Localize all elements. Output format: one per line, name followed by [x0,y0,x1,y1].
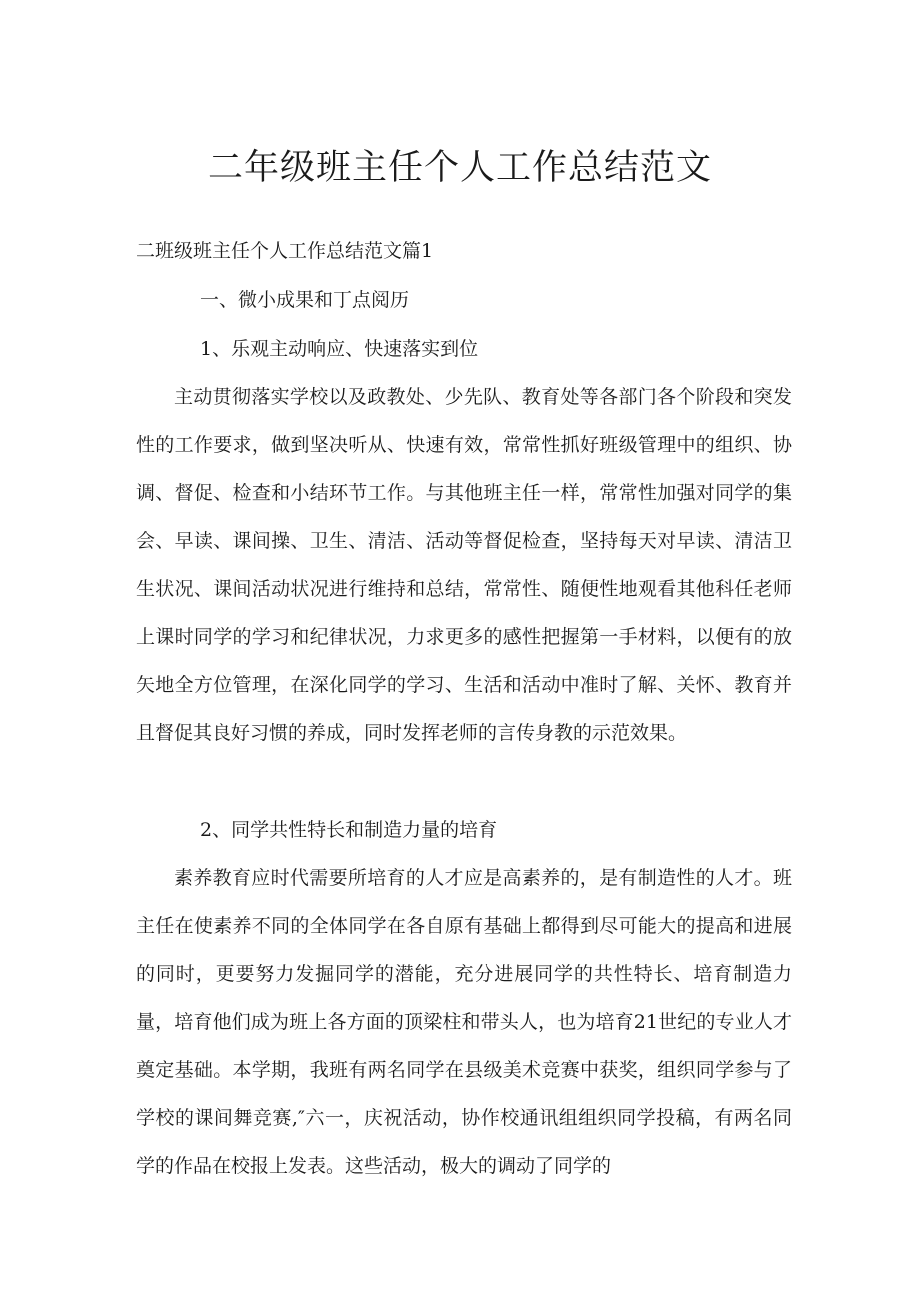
item1-heading: 1、乐观主动响应、快速落实到位 [200,338,479,360]
document-title: 二年级班主任个人工作总结范文 [207,148,712,188]
section-heading: 一、微小成果和丁点阅历 [200,289,410,311]
item2-heading: 2、同学共性特长和制造力量的培育 [200,819,498,841]
item2-paragraph: 素养教育应时代需要所培育的人才应是高素养的，是有制造性的人才。班主任在使素养不同的全体同学在各自原有基础上都得到尽可能大的提高和进展的同时，更要努力发掘同学的潜能，充分进展同学的共性特长、培育制造力量，培育他们成为班上各方面的顶梁柱和带头人，也为培育21世纪的专业人才奠定基础。本学期，我班有两名同学在县级美术竞赛中获奖，组织同学参与了学校的课间舞竞赛,″六一，庆祝活动，协作校通讯组组织同学投稿，有两名同学的作品在校报上发表。这些活动，极大的调动了同学的 [136,867,792,1177]
item1-paragraph: 主动贯彻落实学校以及政教处、少先队、教育处等各部门各个阶段和突发性的工作要求，做到坚决听从、快速有效，常常性抓好班级管理中的组织、协调、督促、检查和小结环节工作。与其他班主任一样，常常性加强对同学的集会、早读、课间操、卫生、清洁、活动等督促检查，坚持每天对早读、清洁卫生状况、课间活动状况进行维持和总结，常常性、随便性地观看其他科任老师上课时同学的学习和纪律状况，力求更多的感性把握第一手材料，以便有的放矢地全方位管理，在深化同学的学习、生活和活动中准时了解、关怀、教育并且督促其良好习惯的养成，同时发挥老师的言传身教的示范效果。 [136,386,792,744]
document-subtitle: 二班级班主任个人工作总结范文篇1 [136,240,434,262]
